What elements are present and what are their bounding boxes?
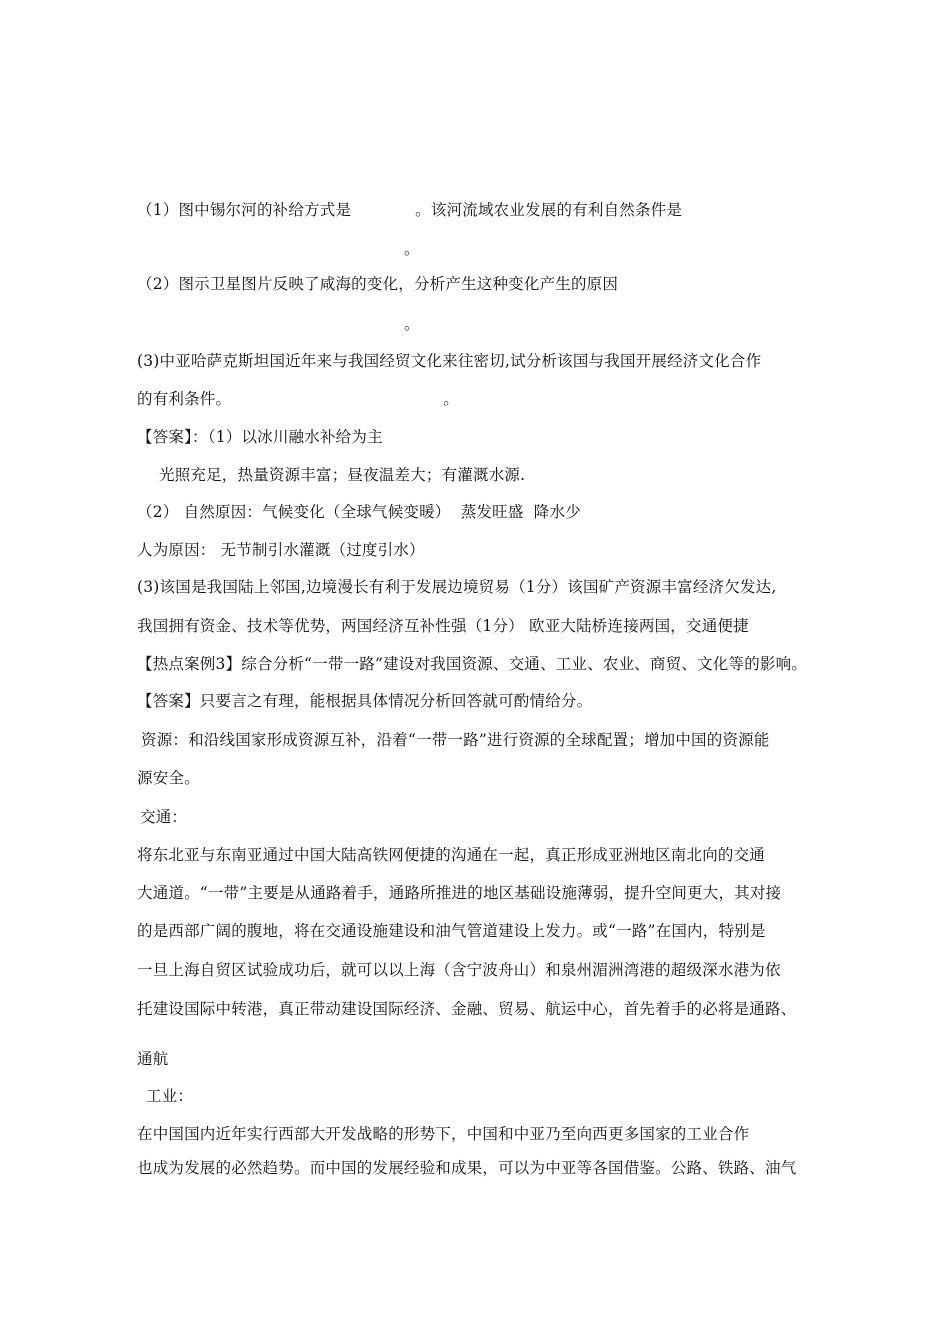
question-1-end: 。 xyxy=(404,240,420,258)
question-3-end: 。 xyxy=(443,390,459,408)
question-2-end: 。 xyxy=(404,315,420,333)
question-3-line-2 xyxy=(137,389,459,409)
answer-1-line-6: 我国拥有资金、技术等优势，两国经济互补性强（1分） 欧亚大陆桥连接两国，交通便捷 xyxy=(137,617,749,635)
traffic-line: 将东北亚与东南亚通过中国大陆高铁网便捷的沟通在一起，真正形成亚洲地区南北向的交通 xyxy=(137,846,766,864)
question-3-line-1: (3)中亚哈萨克斯坦国近年来与我国经贸文化来往密切,试分析该国与我国开展经济文化合作 xyxy=(137,352,762,370)
traffic-line: 大通道。“一带”主要是从通路着手，通路所推进的地区基础设施薄弱，提升空间更大，其对接 xyxy=(137,884,782,902)
industry-line: 也成为发展的必然趋势。而中国的发展经验和成果，可以为中亚等各国借鉴。公路、铁路、油气 xyxy=(137,1159,797,1177)
traffic-line: 的是西部广阔的腹地，将在交通设施建设和油气管道建设上发力。或“一路”在国内，特别是 xyxy=(137,922,766,940)
industry-label: 工业： xyxy=(146,1087,194,1105)
case-3-title: 【热点案例3】综合分析“一带一路”建设对我国资源、交通、工业、农业、商贸、文化等的影响。 xyxy=(137,655,808,673)
answer-1-line-2: 光照充足，热量资源丰富；昼夜温差大；有灌溉水源. xyxy=(159,466,526,484)
question-3-prefix: 的有利条件。 xyxy=(137,390,232,408)
case-3-answer: 【答案】只要言之有理，能根据具体情况分析回答就可酌情给分。 xyxy=(137,692,593,710)
answer-1-line-3: （2） 自然原因：气候变化（全球气候变暖） 蒸发旺盛 降水少 xyxy=(137,503,581,521)
traffic-label: 交通： xyxy=(140,808,188,826)
resource-line-2: 源安全。 xyxy=(137,769,200,787)
traffic-line: 托建设国际中转港，真正带动建设国际经济、金融、贸易、航运中心，首先着手的必将是通路、 xyxy=(137,1000,797,1018)
answer-1-line-1: 【答案】：（1）以冰川融水补给为主 xyxy=(137,428,383,446)
traffic-line: 一旦上海自贸区试验成功后，就可以以上海（含宁波舟山）和泉州湄洲湾港的超级深水港为依 xyxy=(137,961,781,979)
industry-line: 在中国国内近年实行西部大开发战略的形势下，中国和中亚乃至向西更多国家的工业合作 xyxy=(137,1125,750,1143)
question-1-line xyxy=(137,200,682,220)
traffic-line: 通航 xyxy=(137,1050,169,1068)
answer-1-line-5: (3)该国是我国陆上邻国,边境漫长有利于发展边境贸易（1分）该国矿产资源丰富经济欠发达, xyxy=(137,578,777,596)
question-1-prefix: （1）图中锡尔河的补给方式是 xyxy=(137,201,352,219)
question-2-line: （2）图示卫星图片反映了咸海的变化，分析产生这种变化产生的原因 xyxy=(137,275,619,293)
question-1-suffix: 。该河流域农业发展的有利自然条件是 xyxy=(415,201,683,219)
resource-line-1: 资源：和沿线国家形成资源互补，沿着“一带一路”进行资源的全球配置；增加中国的资源能 xyxy=(141,731,770,749)
answer-1-line-4: 人为原因： 无节制引水灌溉（过度引水） xyxy=(137,541,425,559)
